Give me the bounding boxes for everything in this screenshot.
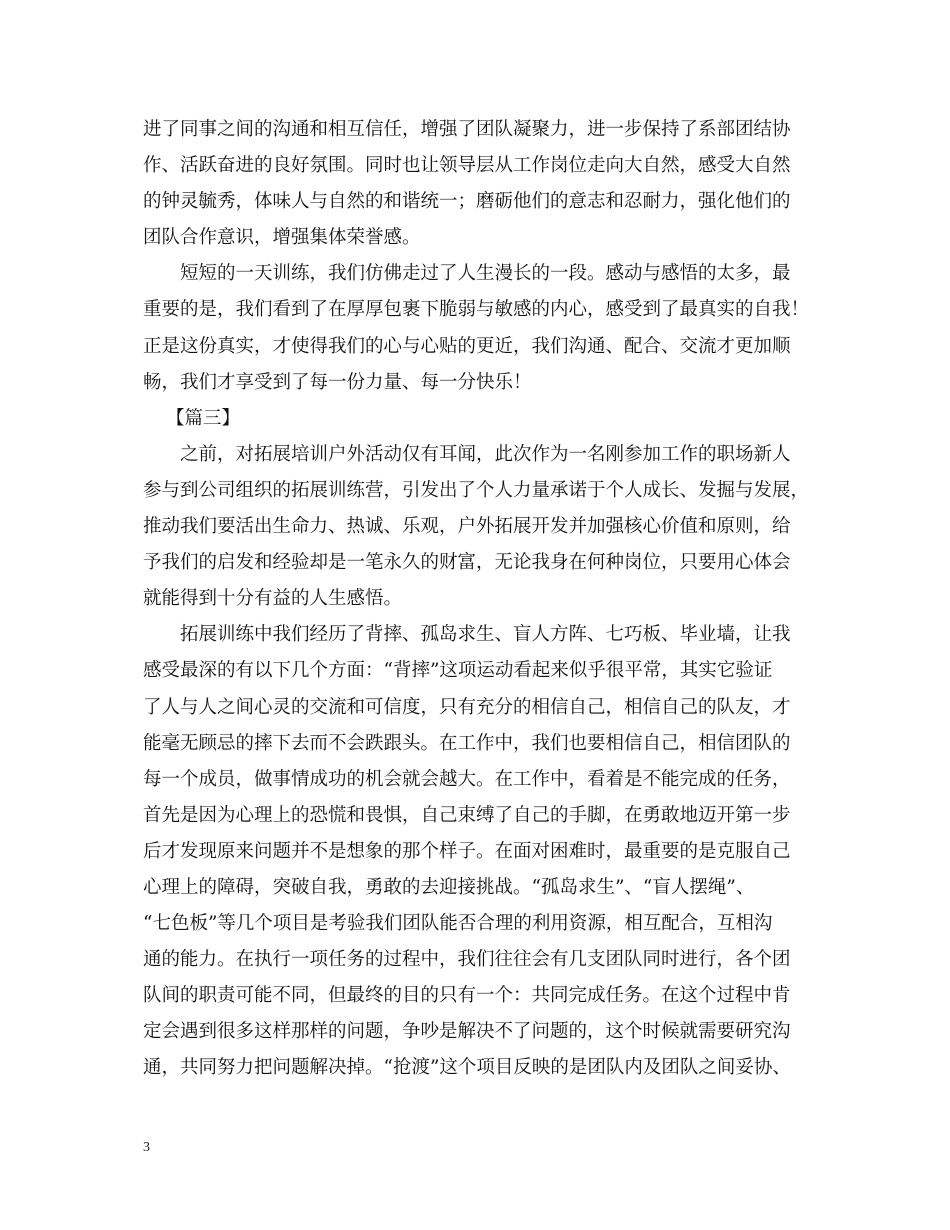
text-line: 参与到公司组织的拓展训练营，引发出了个人力量承诺于个人成长、发掘与发展， <box>143 479 810 501</box>
text-line: 团队合作意识，增强集体荣誉感。 <box>143 227 421 249</box>
text-line: 予我们的启发和经验却是一笔永久的财富，无论我身在何种岗位，只要用心体会 <box>143 552 791 574</box>
text-line: 通，共同努力把问题解决掉。“抢渡”这个项目反映的是团队内及团队之间妥协、 <box>143 1057 791 1079</box>
text-line: 后才发现原来问题并不是想象的那个样子。在面对困难时，最重要的是克服自己 <box>143 840 791 862</box>
text-line: 进了同事之间的沟通和相互信任，增强了团队凝聚力，进一步保持了系部团结协 <box>143 119 791 140</box>
paragraph-first-line: 短短的一天训练，我们仿佛走过了人生漫长的一段。感动与感悟的太多，最 <box>180 263 791 285</box>
text-line: 推动我们要活出生命力、热诚、乐观，户外拓展开发并加强核心价值和原则，给 <box>143 516 791 538</box>
text-line: 定会遇到很多这样那样的问题，争吵是解决不了问题的，这个时候就需要研究沟 <box>143 1021 791 1043</box>
text-line: 心理上的障碍，突破自我，勇敢的去迎接挑战。“孤岛求生”、“盲人摆绳”、 <box>143 876 755 898</box>
text-line: 了人与人之间心灵的交流和可信度，只有充分的相信自己，相信自己的队友，才 <box>143 696 791 718</box>
text-line: 每一个成员，做事情成功的机会就会越大。在工作中，看着是不能完成的任务， <box>143 768 791 790</box>
text-line: 作、活跃奋进的良好氛围。同时也让领导层从工作岗位走向大自然，感受大自然 <box>143 155 791 177</box>
page-number: 3 <box>143 1140 150 1155</box>
text-line: 就能得到十分有益的人生感悟。 <box>143 588 403 610</box>
text-line: 能毫无顾忌的摔下去而不会跌跟头。在工作中，我们也要相信自己，相信团队的 <box>143 732 791 754</box>
document-body <box>143 112 823 1087</box>
text-line: 通的能力。在执行一项任务的过程中，我们往往会有几支团队同时进行，各个团 <box>143 949 791 971</box>
text-line: 队间的职责可能不同，但最终的目的只有一个：共同完成任务。在这个过程中肯 <box>143 985 791 1007</box>
text-line: “七色板”等几个项目是考验我们团队能否合理的利用资源，相互配合，互相沟 <box>143 913 773 935</box>
text-line: 首先是因为心理上的恐慌和畏惧，自己束缚了自己的手脚，在勇敢地迈开第一步 <box>143 804 791 826</box>
paragraph-first-line: 拓展训练中我们经历了背摔、孤岛求生、盲人方阵、七巧板、毕业墙，让我 <box>180 624 791 646</box>
paragraph-first-line: 之前，对拓展培训户外活动仅有耳闻，此次作为一名刚参加工作的职场新人 <box>180 443 791 465</box>
section-heading: 【篇三】 <box>166 407 241 429</box>
text-line: 畅，我们才享受到了每一份力量、每一分快乐！ <box>143 371 532 393</box>
text-line: 重要的是，我们看到了在厚厚包裹下脆弱与敏感的内心，感受到了最真实的自我！ <box>143 299 810 321</box>
text-line: 的钟灵毓秀，体味人与自然的和谐统一；磨砺他们的意志和忍耐力，强化他们的 <box>143 191 791 213</box>
text-line: 正是这份真实，才使得我们的心与心贴的更近，我们沟通、配合、交流才更加顺 <box>143 335 791 357</box>
text-line: 感受最深的有以下几个方面：“背摔”这项运动看起来似乎很平常，其实它验证 <box>143 660 773 682</box>
